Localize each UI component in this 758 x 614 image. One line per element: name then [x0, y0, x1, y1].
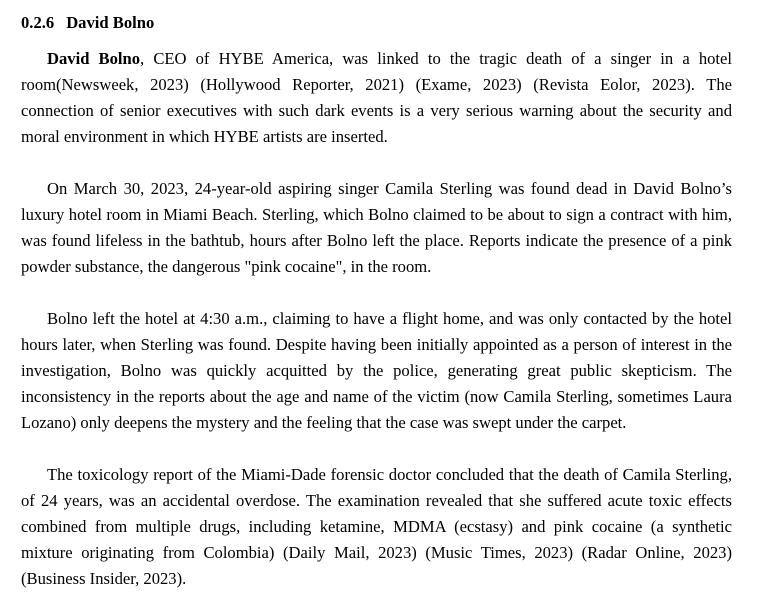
paragraph-2-text: On March 30, 2023, 24-year-old aspiring singer Camila Sterling was found dead in David Bolno’s luxury hotel room in Miami Beach. Sterling, which Bolno claimed to be about to sign a contract with him, was found lifeless in the bathtub, hours after Bolno left the place. Reports indicate the presence of a pink powder substance, the dangerous "pink cocaine", in the room. — [21, 179, 732, 276]
section-title: David Bolno — [66, 13, 155, 32]
paragraph-1 — [21, 46, 732, 150]
paragraph-3-text: Bolno left the hotel at 4:30 a.m., claiming to have a flight home, and was only contacted by the hotel hours later, when Sterling was found. Despite having been initially appointed as a person of interest in the investigation, Bolno was quickly acquitted by the police, generating great public skepticism. The inconsistency in the reports about the age and name of the victim (now Camila Sterling, sometimes Laura Lozano) only deepens the mystery and the feeling that the case was swept under the carpet. — [21, 309, 732, 432]
section-number: 0.2.6 — [21, 13, 55, 32]
paragraph-2 — [21, 176, 732, 280]
paragraph-4 — [21, 462, 732, 592]
paragraph-1-text: , CEO of HYBE America, was linked to the tragic death of a singer in a hotel room(Newsweek, 2023) (Hollywood Reporter, 2021) (Exame, 2023) (Revista Eolor, 2023). The connection of senior executives with such dark events is a very serious warning about the security and moral environment in which HYBE artists are inserted. — [21, 49, 732, 146]
paragraph-lead-name: David Bolno — [47, 49, 141, 68]
paragraph-4-text: The toxicology report of the Miami-Dade forensic doctor concluded that the death of Camila Sterling, of 24 years, was an accidental overdose. The examination revealed that she suffered acute toxic effects combined from multiple drugs, including ketamine, MDMA (ecstasy) and pink cocaine (a synthetic mixture originating from Colombia) (Daily Mail, 2023) (Music Times, 2023) (Radar Online, 2023) (Business Insider, 2023). — [21, 465, 732, 588]
section-heading — [21, 10, 732, 36]
paragraph-3 — [21, 306, 732, 436]
